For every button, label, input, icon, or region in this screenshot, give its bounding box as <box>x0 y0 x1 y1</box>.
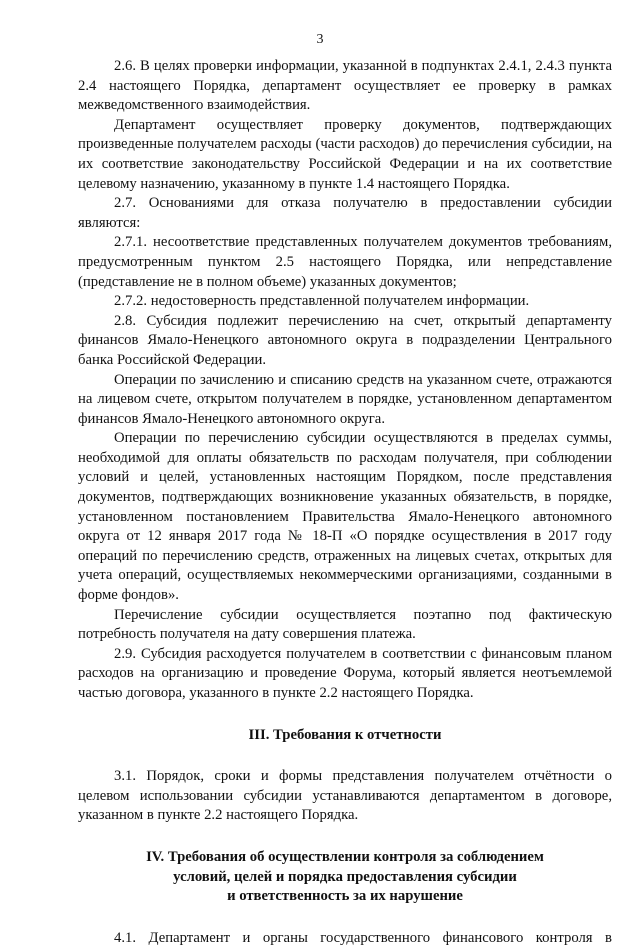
paragraph-transfer-operations: Операции по перечислению субсидии осуществляются в пределах суммы, необходимой для оплаты обязательств по расходам получателя, при соблюдении условий и целей, установленных настоящим Порядком, после представления документов, подтверждающих возникновение указанных обязательств, в порядке, установленном постановлением Правительства Ямало-Ненецкого автономного округа от 12 января 2017 года № 18-П «О порядке осуществления в 2017 году операций по перечислению средств, отраженных на лицевых счетах, открытых для учета операций, осуществляемых некоммерческими организациями, созданными в форме фондов». <box>78 430 612 604</box>
paragraph-account-operations: Операции по зачислению и списанию средств на указанном счете, отражаются на лицевом счете, открытом получателем в порядке, установленном департаментом финансов Ямало-Ненецкого автономного округа. <box>78 371 612 427</box>
paragraph-2-7-1: 2.7.1. несоответствие представленных получателем документов требованиям, предусмотренным пунктом 2.5 настоящего Порядка, или непредставление (представление не в полном объеме) указанных документов; <box>78 234 612 290</box>
paragraph-2-9: 2.9. Субсидия расходуется получателем в соответствии с финансовым планом расходов на организацию и проведение Форума, который является неотъемлемой частью договора, указанного в пункте 2.2 настоящего Порядка. <box>78 645 612 701</box>
section-4-heading-line-1: IV. Требования об осуществлении контроля за соблюдением <box>146 848 544 865</box>
paragraph-2-7-2: 2.7.2. недостоверность представленной получателем информации. <box>114 293 530 310</box>
paragraph-4-1: 4.1. Департамент и органы государственного финансового контроля в <box>114 929 612 946</box>
paragraph-staged-transfer: Перечисление субсидии осуществляется поэтапно под фактическую потребность получателя на дату совершения платежа. <box>78 606 612 643</box>
paragraph-2-8: 2.8. Субсидия подлежит перечислению на счет, открытый департаменту финансов Ямало-Ненецкого автономного округа в подразделении Центрального банка Российской Федерации. <box>78 312 612 368</box>
section-4-heading-line-2: условий, целей и порядка предоставления субсидии <box>173 868 517 885</box>
paragraph-3-1: 3.1. Порядок, сроки и формы представления получателем отчётности о целевом использовании субсидии устанавливаются департаментом в договоре, указанном в пункте 2.2 настоящего Порядка. <box>78 768 612 824</box>
paragraph-2-6: 2.6. В целях проверки информации, указанной в подпунктах 2.4.1, 2.4.3 пункта 2.4 настоящего Порядка, департамент осуществляет ее проверку в рамках межведомственного взаимодействия. <box>78 58 612 114</box>
section-4-heading-line-3: и ответственность за их нарушение <box>227 888 463 905</box>
section-4-heading <box>78 848 612 907</box>
document-body <box>78 57 612 948</box>
paragraph-2-7: 2.7. Основаниями для отказа получателю в предоставлении субсидии являются: <box>78 195 612 231</box>
paragraph-verification: Департамент осуществляет проверку документов, подтверждающих произведенные получателем расходы (части расходов) до перечисления субсидии, на их соответствие законодательству Российской Федерации и на их соответствие целевому назначению, указанному в пункте 1.4 настоящего Порядка. <box>78 116 612 192</box>
page-number: 3 <box>316 32 324 47</box>
section-3-heading: III. Требования к отчетности <box>248 726 442 743</box>
